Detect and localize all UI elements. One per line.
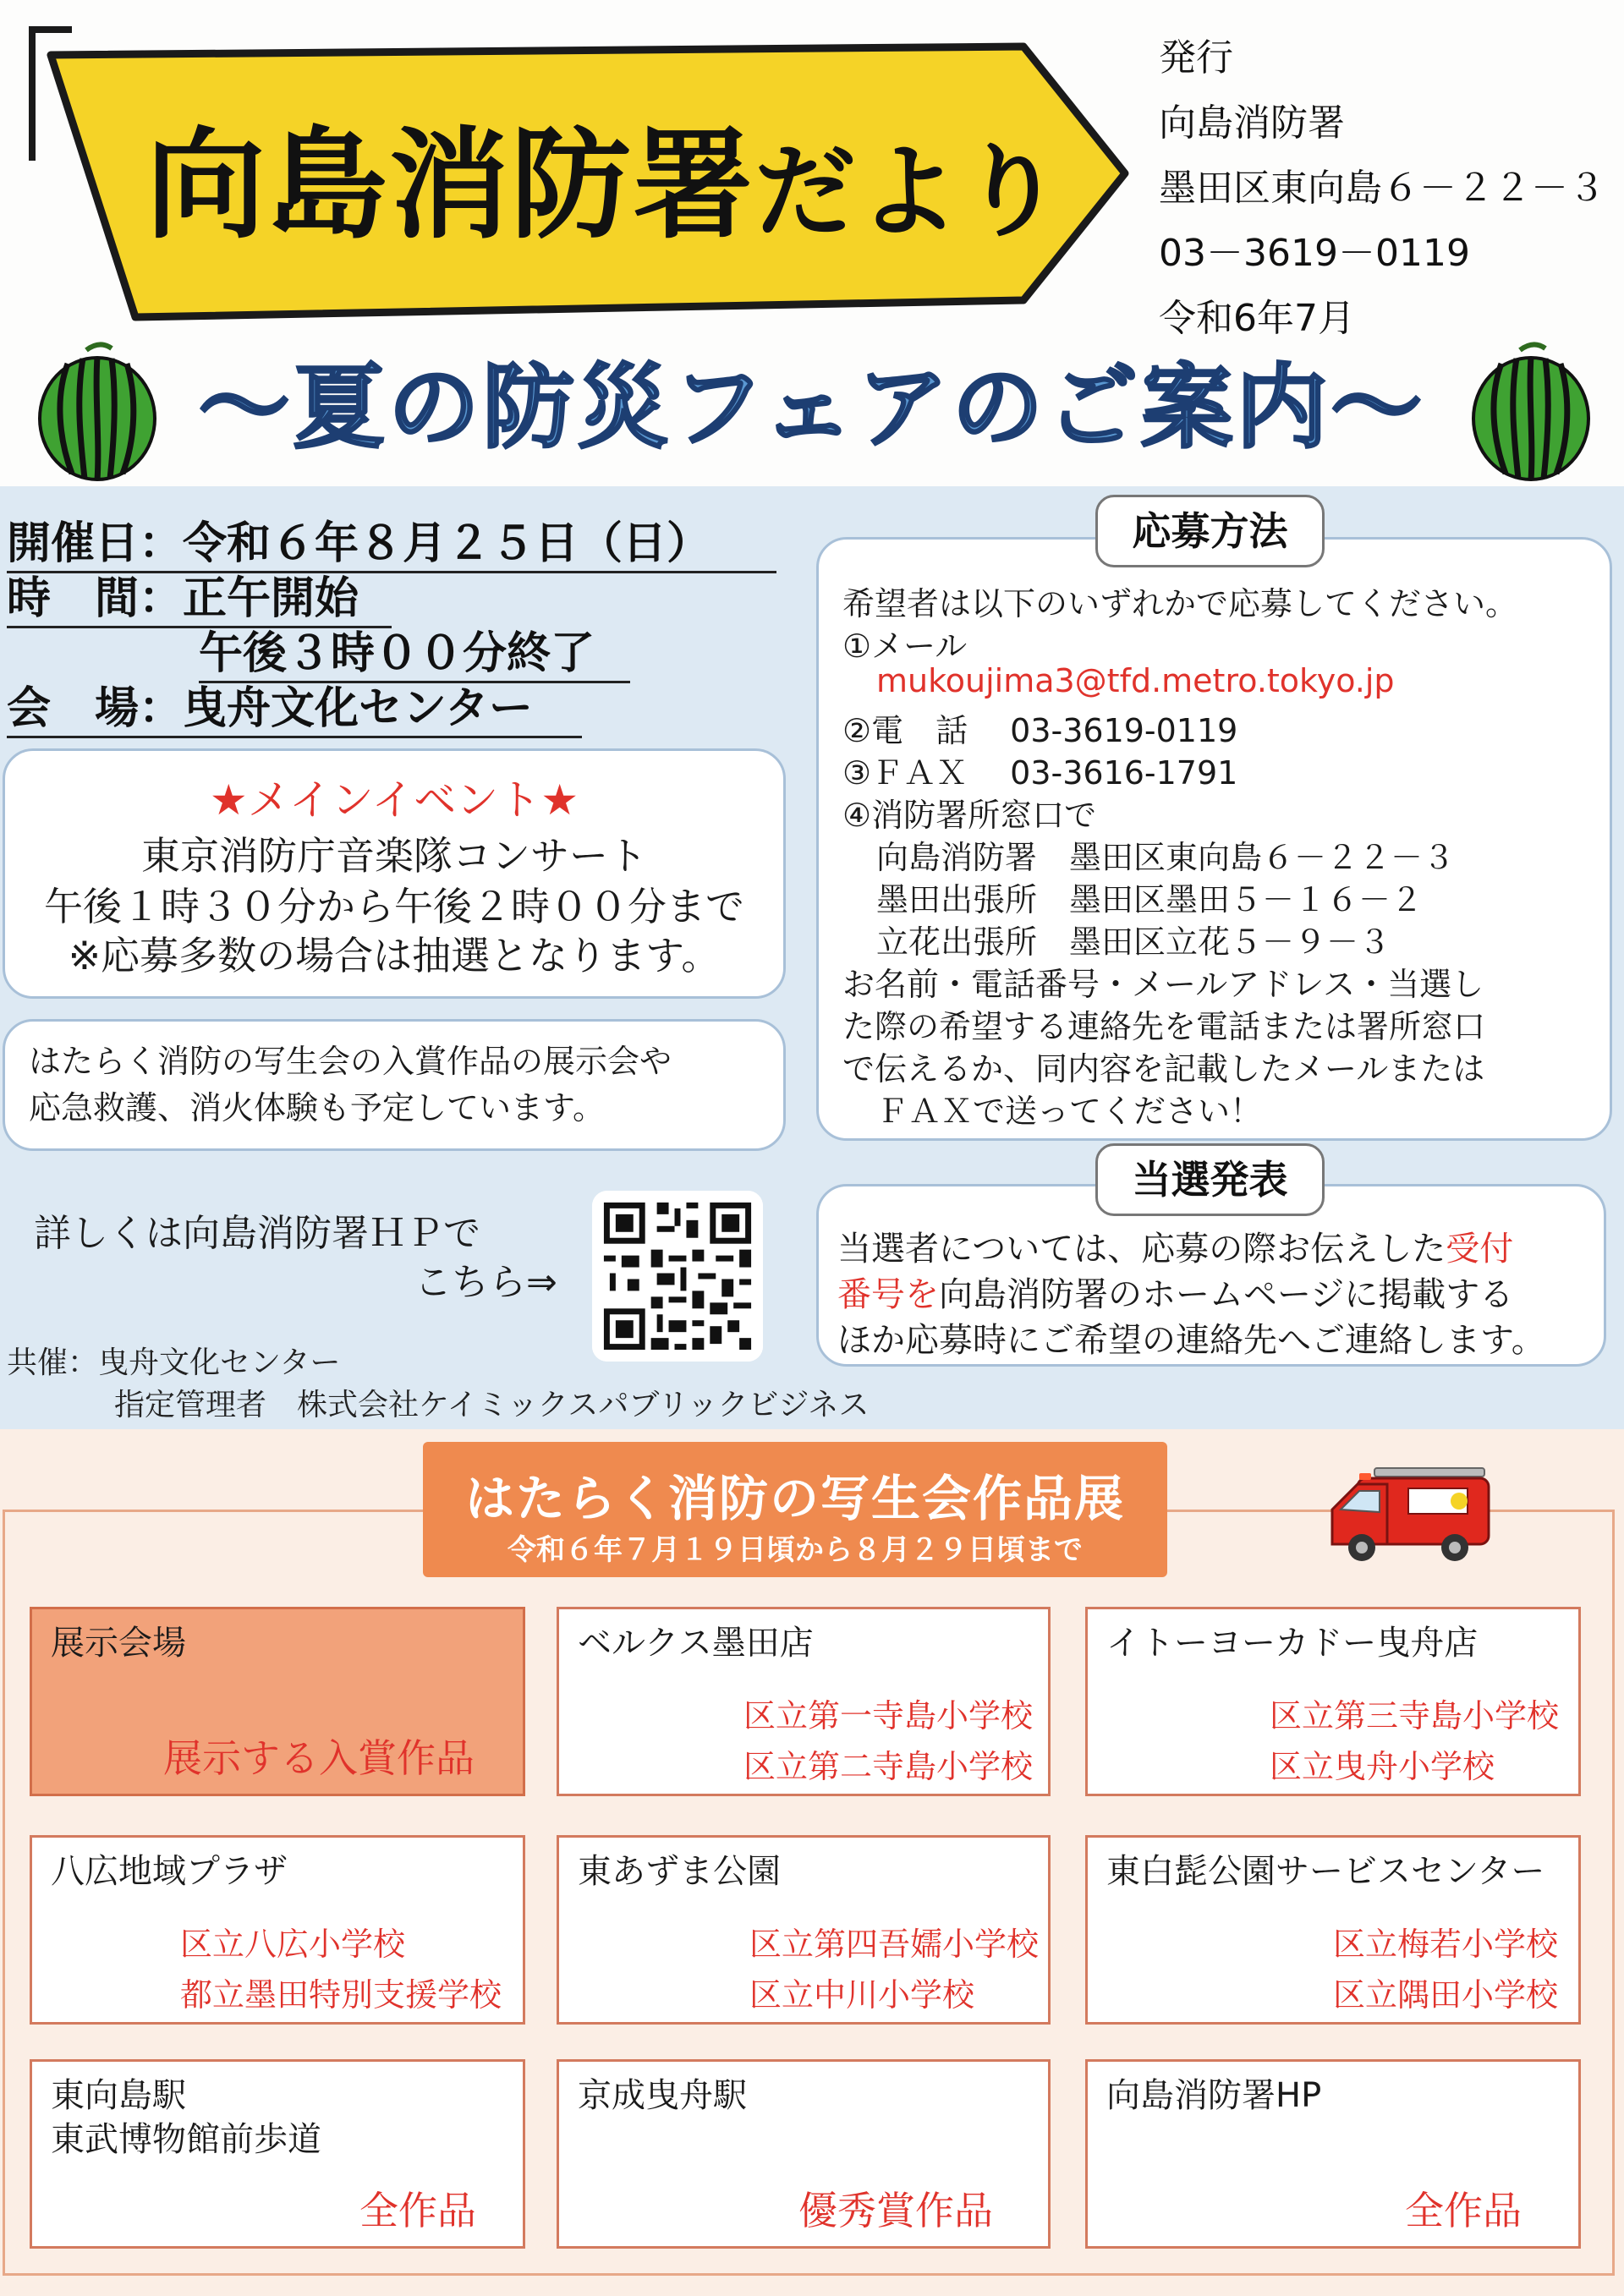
venue-box: [1085, 1607, 1581, 1796]
venue-work: 区立隅田小学校: [1333, 1976, 1559, 2014]
hp-link-arrow[interactable]: こちら⇒: [414, 1261, 557, 1304]
venue-work: 全作品: [359, 2188, 476, 2233]
main-event-lottery-note: ※応募多数の場合は抽選となります。: [68, 933, 721, 978]
application-window-item: 墨田出張所 墨田区墨田５－１６－２: [876, 881, 1424, 918]
venue-name: 八広地域プラザ: [51, 1852, 288, 1891]
venue-name: 東あずま公園: [578, 1852, 781, 1891]
venue-work: 区立第三寺島小学校: [1270, 1697, 1560, 1734]
venue-name-line: 東向島駅: [51, 2076, 186, 2115]
other-activities-line: 応急救護、消火体験も予定しています。: [29, 1089, 605, 1126]
application-box: [816, 537, 1612, 1141]
application-window-label: ④消防署所窓口で: [842, 797, 1097, 834]
main-event-time: 午後１時３０分から午後２時００分まで: [44, 884, 744, 929]
venue-box: [30, 2059, 525, 2249]
event-time-label: 時 間：: [7, 573, 184, 624]
venue-work: 区立中川小学校: [749, 1976, 975, 2014]
winner-text: 当選者については、応募の際お伝えした: [837, 1230, 1446, 1269]
application-mail-label: ①メール: [842, 627, 968, 665]
winner-line: [837, 1268, 1513, 1316]
venue-box: [1085, 1835, 1581, 2025]
event-venue: [7, 672, 582, 738]
fair-subtitle: ～夏の防災フェアのご案内～: [198, 355, 1426, 461]
event-venue-label: 会 場：: [7, 683, 184, 734]
venue-box: [30, 1835, 525, 2025]
newsletter-title: [144, 89, 1066, 261]
venue-box: [1085, 2059, 1581, 2249]
venue-name: ベルクス墨田店: [578, 1624, 814, 1663]
qr-code[interactable]: [592, 1191, 763, 1362]
cohost-line: 共催：曳舟文化センター: [7, 1345, 341, 1380]
cohost-manager-line: 指定管理者 株式会社ケイミックスパブリックビジネス: [114, 1388, 870, 1422]
event-venue-value: 曳舟文化センター: [183, 683, 533, 734]
other-activities-line: はたらく消防の写生会の入賞作品の展示会や: [29, 1043, 672, 1080]
winner-heading: 当選発表: [1095, 1143, 1325, 1216]
issue-date: 令和6年7月: [1159, 297, 1355, 340]
event-time-end: 午後３時００分終了: [199, 617, 630, 683]
application-note: ＦＡＸで送ってください！: [876, 1093, 1263, 1130]
event-date-label: 開催日：: [7, 518, 184, 569]
application-note: で伝えるか、同内容を記載したメールまたは: [842, 1050, 1485, 1088]
application-fax: ③ＦＡＸ 03-3616-1791: [842, 754, 1238, 792]
watermelon-icon: [34, 338, 161, 482]
winner-highlight: 受付: [1446, 1230, 1514, 1269]
other-activities-box: [3, 1019, 786, 1151]
winner-text: 向島消防署のホームページに掲載する: [939, 1275, 1514, 1314]
issuer-block: [1159, 25, 1616, 351]
venue-work: 区立八広小学校: [180, 1926, 406, 1963]
venue-legend-works: 展示する入賞作品: [163, 1735, 475, 1781]
venue-name[interactable]: 向島消防署HP: [1106, 2076, 1322, 2115]
application-note: お名前・電話番号・メールアドレス・当選し: [842, 966, 1484, 1003]
venue-work: 優秀賞作品: [798, 2188, 993, 2233]
application-window-item: 向島消防署 墨田区東向島６－２２－３: [876, 839, 1456, 876]
exhibition-period: 令和６年７月１９日頃から８月２９日頃まで: [508, 1533, 1083, 1567]
issuer-name: 向島消防署: [1159, 101, 1345, 145]
winner-highlight: 番号を: [837, 1275, 939, 1314]
application-intro: 希望者は以下のいずれかで応募してください。: [842, 585, 1518, 622]
winner-line: ほか応募時にご希望の連絡先へご連絡します。: [837, 1321, 1545, 1360]
venue-name: 京成曳舟駅: [578, 2076, 747, 2115]
issuer-address: 墨田区東向島６－２２－３: [1159, 167, 1605, 210]
application-note: た際の希望する連絡先を電話または署所窓口: [842, 1008, 1486, 1045]
exhibition-title: はたらく消防の写生会作品展: [464, 1470, 1125, 1527]
venue-work: 全作品: [1405, 2188, 1522, 2233]
application-heading: 応募方法: [1095, 495, 1325, 567]
fire-engine-icon: [1324, 1463, 1493, 1564]
venue-legend-box: [30, 1607, 525, 1796]
venue-box: [557, 2059, 1051, 2249]
application-window-item: 立花出張所 墨田区立花５－９－３: [876, 923, 1391, 961]
title-main: 向島消防署: [145, 116, 754, 255]
issuer-phone: 03－3619－0119: [1159, 232, 1470, 275]
application-phone: ②電 話 03-3619-0119: [842, 712, 1238, 749]
main-event-title: ★メインイベント★: [209, 775, 579, 825]
venue-work: 区立梅若小学校: [1333, 1926, 1559, 1963]
venue-box: [557, 1607, 1051, 1796]
event-time-start: 正午開始: [183, 573, 359, 624]
venue-name-line: 東武博物館前歩道: [51, 2120, 321, 2159]
venue-work: 区立第二寺島小学校: [743, 1748, 1034, 1785]
venue-name: イトーヨーカドー曳舟店: [1106, 1624, 1479, 1663]
venue-name: [51, 2074, 321, 2162]
main-event-concert: 東京消防庁音楽隊コンサート: [141, 833, 647, 879]
winner-line: [837, 1222, 1513, 1270]
application-mail-address[interactable]: mukoujima3@tfd.metro.tokyo.jp: [876, 662, 1395, 699]
venue-work: 区立第四吾嬬小学校: [749, 1926, 1040, 1963]
venue-work: 区立第一寺島小学校: [743, 1697, 1034, 1734]
hp-guide-text: 詳しくは向島消防署ＨＰで: [34, 1212, 480, 1255]
venue-name: 東白髭公園サービスセンター: [1106, 1852, 1545, 1891]
exhibition-banner: [423, 1442, 1167, 1577]
venue-legend-label: 展示会場: [51, 1624, 186, 1663]
venue-work: 区立曳舟小学校: [1270, 1748, 1495, 1785]
venue-box: [557, 1835, 1051, 2025]
venue-work: 都立墨田特別支援学校: [180, 1976, 502, 2014]
main-event-box: [3, 748, 786, 999]
issuer-label: 発行: [1159, 36, 1233, 79]
event-date-value: 令和６年８月２５日（日）: [183, 518, 711, 569]
title-suffix: だより: [754, 134, 1064, 251]
watermelon-icon: [1468, 338, 1594, 482]
